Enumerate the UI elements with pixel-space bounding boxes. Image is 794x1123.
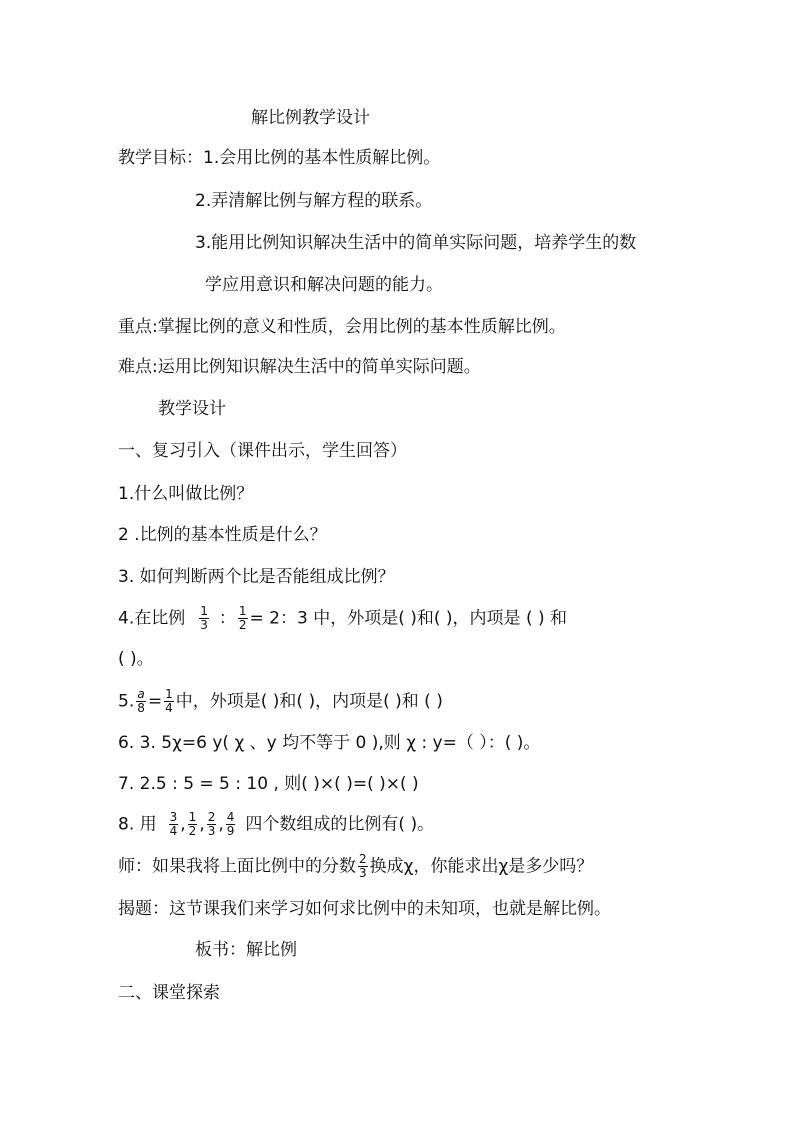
section-1-heading: 一、复习引入（课件出示，学生回答） [118, 441, 407, 461]
key-point: 重点:掌握比例的意义和性质，会用比例的基本性质解比例。 [118, 317, 566, 337]
goal-1: 1.会用比例的基本性质解比例。 [203, 148, 441, 168]
page-title: 解比例教学设计 [251, 108, 370, 128]
teacher-fraction: $\frac{2}{3}$ [359, 852, 367, 880]
question-6: 6. 3. 5χ=6 y( χ 、y 均不等于 0 ),则 χ : y=（ ）：( )。 [118, 733, 541, 753]
section-2-heading: 二、课堂探索 [118, 983, 220, 1003]
q5-equals: = [147, 691, 163, 712]
question-8 [118, 811, 434, 838]
design-heading: 教学设计 [158, 399, 226, 419]
q8-prefix: 8. 用 [118, 814, 157, 835]
q4-rest: = 2：3 中，外项是( )和( )，内项是 ( ) 和 [249, 608, 568, 629]
teacher-prompt [118, 853, 593, 880]
q8-fraction-2: $\frac{1}{2}$ [188, 810, 197, 838]
q5-prefix: 5. [118, 691, 135, 712]
goals-label: 教学目标： [118, 148, 203, 168]
goal-3-continued: 学应用意识和解决问题的能力。 [205, 275, 443, 295]
difficulty: 难点:运用比例知识解决生活中的简单实际问题。 [118, 357, 481, 377]
question-2: 2 .比例的基本性质是什么？ [118, 525, 327, 545]
teacher-prefix: 师：如果我将上面比例中的分数 [118, 856, 356, 877]
q8-fraction-3: $\frac{2}{3}$ [207, 810, 216, 838]
q8-fraction-4: $\frac{4}{9}$ [226, 810, 235, 838]
q4-fraction-2: $\frac{1}{2}$ [238, 604, 247, 632]
goal-3: 3.能用比例知识解决生活中的简单实际问题，培养学生的数 [195, 233, 637, 253]
q8-rest: 四个数组成的比例有( )。 [245, 814, 435, 835]
question-5 [118, 688, 443, 715]
q8-comma-3: , [218, 814, 224, 835]
teacher-rest: 换成χ，你能求出χ是多少吗？ [369, 856, 594, 877]
q8-fraction-1: $\frac{3}{4}$ [169, 810, 178, 838]
question-7: 7. 2.5 : 5 = 5 : 10 , 则( )×( )=( )×( ) [118, 774, 419, 794]
goal-1-line [118, 147, 440, 169]
q5-fraction-1: $\frac{a}{8}$ [137, 687, 145, 715]
q4-fraction-1: $\frac{1}{3}$ [200, 604, 208, 632]
question-3: 3. 如何判断两个比是否能组成比例？ [118, 567, 395, 587]
question-4 [118, 605, 567, 632]
board-writing: 板书：解比例 [195, 940, 297, 960]
q5-rest: 中，外项是( )和( )，内项是( )和 ( ) [175, 691, 443, 712]
q4-colon: ： [218, 608, 236, 629]
question-1: 1.什么叫做比例？ [118, 484, 254, 504]
q8-comma-1: , [180, 814, 186, 835]
question-4-continued: ( )。 [118, 649, 154, 669]
q5-fraction-2: $\frac{1}{4}$ [165, 687, 173, 715]
goal-2: 2.弄清解比例与解方程的联系。 [195, 191, 433, 211]
q8-comma-2: , [199, 814, 205, 835]
reveal-topic: 揭题：这节课我们来学习如何求比例中的未知项，也就是解比例。 [118, 899, 611, 919]
q4-prefix: 4.在比例 [118, 608, 186, 629]
